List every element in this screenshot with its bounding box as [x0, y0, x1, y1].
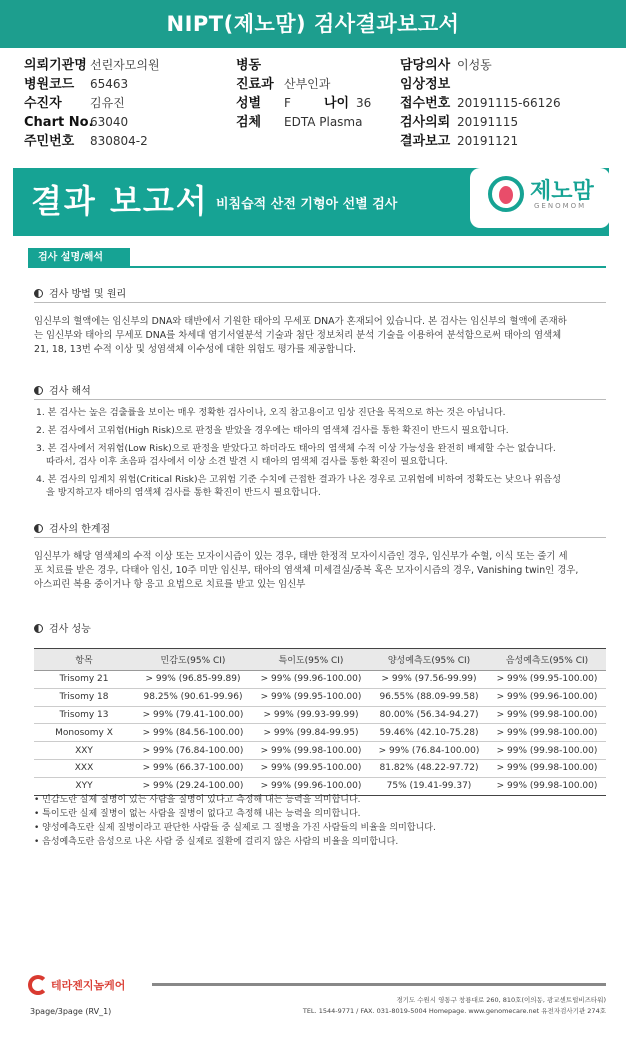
age-value: 36 [356, 96, 372, 110]
g-logo-icon [28, 975, 48, 995]
sex-label: 성별 [236, 96, 262, 111]
half-circle-icon [34, 386, 43, 395]
table-cell: 59.46% (42.10-75.28) [370, 724, 488, 742]
table-cell: > 99% (76.84-100.00) [370, 742, 488, 760]
table-cell: > 99% (99.98-100.00) [488, 777, 606, 795]
chart-no-value: 63040 [90, 115, 129, 129]
list-item: 2. 본 검사에서 고위험(High Risk)으로 판정을 받았을 경우에는 태아의 염색체 검사를 통한 확진이 반드시 필요합니다. [36, 425, 509, 436]
dept-value: 산부인과 [284, 77, 331, 91]
report-date-value: 20191121 [457, 134, 519, 148]
table-row [34, 688, 606, 706]
genomom-logo [470, 168, 610, 228]
table-cell: > 99% (99.95-100.00) [252, 688, 370, 706]
column-header: 항목 [34, 649, 134, 671]
table-row [34, 706, 606, 724]
hospital-code-value: 65463 [90, 77, 129, 91]
report-date-label: 결과보고 [400, 134, 451, 149]
resident-no-value: 830804-2 [90, 134, 148, 148]
table-cell: XXY [34, 742, 134, 760]
table-cell: > 99% (99.96-100.00) [488, 688, 606, 706]
divider [34, 399, 606, 400]
company-address: 경기도 수원시 영통구 창룡대로 260, 810호(이의동, 광교센트럴비즈타워) TEL. 1544-9771 / FAX. 031-8019-5004 Homepage. www.genomecare.net 유전자검사기관 274호 [302, 996, 606, 1015]
table-header-row [34, 649, 606, 671]
info-col-3 [400, 56, 620, 151]
receipt-no-label: 접수번호 [400, 96, 451, 111]
table-cell: > 99% (99.95-100.00) [252, 759, 370, 777]
table-row [34, 742, 606, 760]
column-header: 음성예측도(95% CI) [488, 649, 606, 671]
info-col-2 [236, 56, 396, 132]
logo-name: 제노맘 [530, 179, 594, 204]
institution-value: 선린자모의원 [90, 58, 160, 72]
table-cell: > 99% (66.37-100.00) [134, 759, 252, 777]
table-cell: > 99% (99.98-100.00) [488, 724, 606, 742]
ward-label: 병동 [236, 58, 262, 73]
column-header: 민감도(95% CI) [134, 649, 252, 671]
table-cell: > 99% (96.85-99.89) [134, 671, 252, 689]
company-name: 테라젠지놈케어 [51, 978, 126, 992]
section-divider [28, 266, 606, 268]
sex-value: F [284, 96, 291, 110]
table-cell: > 99% (79.41-100.00) [134, 706, 252, 724]
column-header: 특이도(95% CI) [252, 649, 370, 671]
table-cell: 75% (19.41-99.37) [370, 777, 488, 795]
half-circle-icon [34, 524, 43, 533]
table-cell: Trisomy 18 [34, 688, 134, 706]
receipt-no-value: 20191115-66126 [457, 96, 561, 110]
table-cell: > 99% (99.96-100.00) [252, 777, 370, 795]
institution-label: 의뢰기관명 [24, 58, 87, 73]
hospital-code-label: 병원코드 [24, 77, 75, 92]
dept-label: 진료과 [236, 77, 274, 92]
chart-no-label: Chart No. [24, 115, 94, 130]
doctor-value: 이성동 [457, 58, 492, 72]
table-cell: > 99% (99.98-100.00) [488, 759, 606, 777]
performance-heading: 검사 성능 [34, 620, 91, 635]
page-number: 3page/3page (RV_1) [30, 1007, 112, 1016]
table-row [34, 671, 606, 689]
resident-no-label: 주민번호 [24, 134, 75, 149]
table-cell: Trisomy 21 [34, 671, 134, 689]
table-cell: > 99% (99.84-99.95) [252, 724, 370, 742]
divider [34, 537, 606, 538]
half-circle-icon [34, 289, 43, 298]
table-cell: > 99% (99.95-100.00) [488, 671, 606, 689]
note-item: • 민감도란 실제 질병이 있는 사람을 질병이 있다고 측정해 내는 능력을 의미합니다. [34, 795, 361, 805]
age-label: 나이 [324, 96, 350, 111]
patient-label: 수진자 [24, 96, 62, 111]
table-cell: 96.55% (88.09-99.58) [370, 688, 488, 706]
specimen-value: EDTA Plasma [284, 115, 363, 129]
table-cell: > 99% (76.84-100.00) [134, 742, 252, 760]
performance-table [34, 648, 606, 796]
method-text: 임신부의 혈액에는 임신부의 DNA와 태반에서 기원한 태아의 무세포 DNA가 혼재되어 있습니다. 본 검사는 임신부의 혈액에 존재하 는 임신부와 태아의 무세포 DNA를 차세대 염기서열분석 기술과 첨단 정보처리 분석 기술을 이용하여 분석함으로써 태아의 염색체 21, 18, 13번 수적 이상 및 성염색체 이수성에 대한 위험도 평가를 제공합니다. [34, 316, 567, 355]
interpretation-heading: 검사 해석 [34, 382, 91, 397]
banner-title: 결과 보고서 [31, 182, 209, 220]
column-header: 양성예측도(95% CI) [370, 649, 488, 671]
note-item: • 양성예측도란 실제 질병이라고 판단한 사람들 중 실제로 그 질병을 가진 사람들의 비율을 의미합니다. [34, 823, 436, 833]
logo-sub: GENOMOM [534, 202, 587, 210]
table-cell: > 99% (97.56-99.99) [370, 671, 488, 689]
table-cell: 98.25% (90.61-99.96) [134, 688, 252, 706]
limits-heading: 검사의 한계점 [34, 520, 110, 535]
table-row [34, 759, 606, 777]
table-cell: > 99% (29.24-100.00) [134, 777, 252, 795]
list-item: 4. 본 검사의 임계치 위험(Critical Risk)은 고위험 기준 수치에 근접한 결과가 나온 경우로 고위험에 비하여 정확도는 낮으나 위음성 을 방지하고자 태아의 염색체 검사를 통한 확진이 반드시 필요합니다. [36, 474, 562, 498]
table-cell: > 99% (99.98-100.00) [488, 706, 606, 724]
logo-mark-icon [488, 176, 524, 212]
section-tab: 검사 설명/해석 [28, 248, 130, 268]
table-cell: Monosomy X [34, 724, 134, 742]
note-item: • 음성예측도란 음성으로 나온 사람 중 실제로 질환에 걸리지 않은 사람의 비율을 의미합니다. [34, 837, 399, 847]
method-heading: 검사 방법 및 원리 [34, 285, 126, 300]
table-cell: XYY [34, 777, 134, 795]
interpretation-list [36, 406, 606, 504]
clinical-info-label: 임상정보 [400, 77, 451, 92]
half-circle-icon [34, 624, 43, 633]
table-cell: > 99% (99.96-100.00) [252, 671, 370, 689]
table-cell: > 99% (99.93-99.99) [252, 706, 370, 724]
doctor-label: 담당의사 [400, 58, 451, 73]
table-row [34, 724, 606, 742]
note-item: • 특이도란 실제 질병이 없는 사람을 질병이 없다고 측정해 내는 능력을 의미합니다. [34, 809, 361, 819]
divider [34, 302, 606, 303]
limits-text: 임신부가 해당 염색체의 수적 이상 또는 모자이시즘이 있는 경우, 태반 한정적 모자이시즘인 경우, 임신부가 수혈, 이식 또는 줄기 세 포 치료를 받은 경우, 다태아 임신, 10주 미만 임신부, 태아의 염색체 미세결실/중복 혹은 모자이시즘의 경우, Vanishing twin인 경우, 아스피린 복용 중이거나 항 응고 요법으로 치료를 받고 있는 임신부 [34, 551, 579, 590]
table-cell: > 99% (99.98-100.00) [488, 742, 606, 760]
table-cell: Trisomy 13 [34, 706, 134, 724]
table-cell: 81.82% (48.22-97.72) [370, 759, 488, 777]
request-date-value: 20191115 [457, 115, 519, 129]
patient-value: 김유진 [90, 96, 125, 110]
request-date-label: 검사의뢰 [400, 115, 451, 130]
specimen-label: 검체 [236, 115, 262, 130]
footer-divider [152, 983, 606, 986]
table-cell: > 99% (99.98-100.00) [252, 742, 370, 760]
report-title: NIPT(제노맘) 검사결과보고서 [0, 0, 626, 48]
definitions-notes [34, 793, 436, 849]
table-cell: XXX [34, 759, 134, 777]
list-item: 1. 본 검사는 높은 검출률을 보이는 매우 정확한 검사이나, 오직 참고용이고 임상 진단을 목적으로 하는 것은 아닙니다. [36, 407, 506, 418]
banner-subtitle: 비침습적 산전 기형아 선별 검사 [216, 197, 398, 212]
table-cell: 80.00% (56.34-94.27) [370, 706, 488, 724]
info-col-1 [24, 56, 224, 151]
table-cell: > 99% (84.56-100.00) [134, 724, 252, 742]
company-logo [28, 974, 125, 995]
list-item: 3. 본 검사에서 저위험(Low Risk)으로 판정을 받았다고 하더라도 태아의 염색체 수적 이상 가능성을 완전히 배제할 수는 없습니다. 따라서, 검사 이후 초음파 검사에서 이상 소견 발견 시 태아의 염색체 검사를 통한 확진이 필요합니다. [36, 443, 556, 467]
